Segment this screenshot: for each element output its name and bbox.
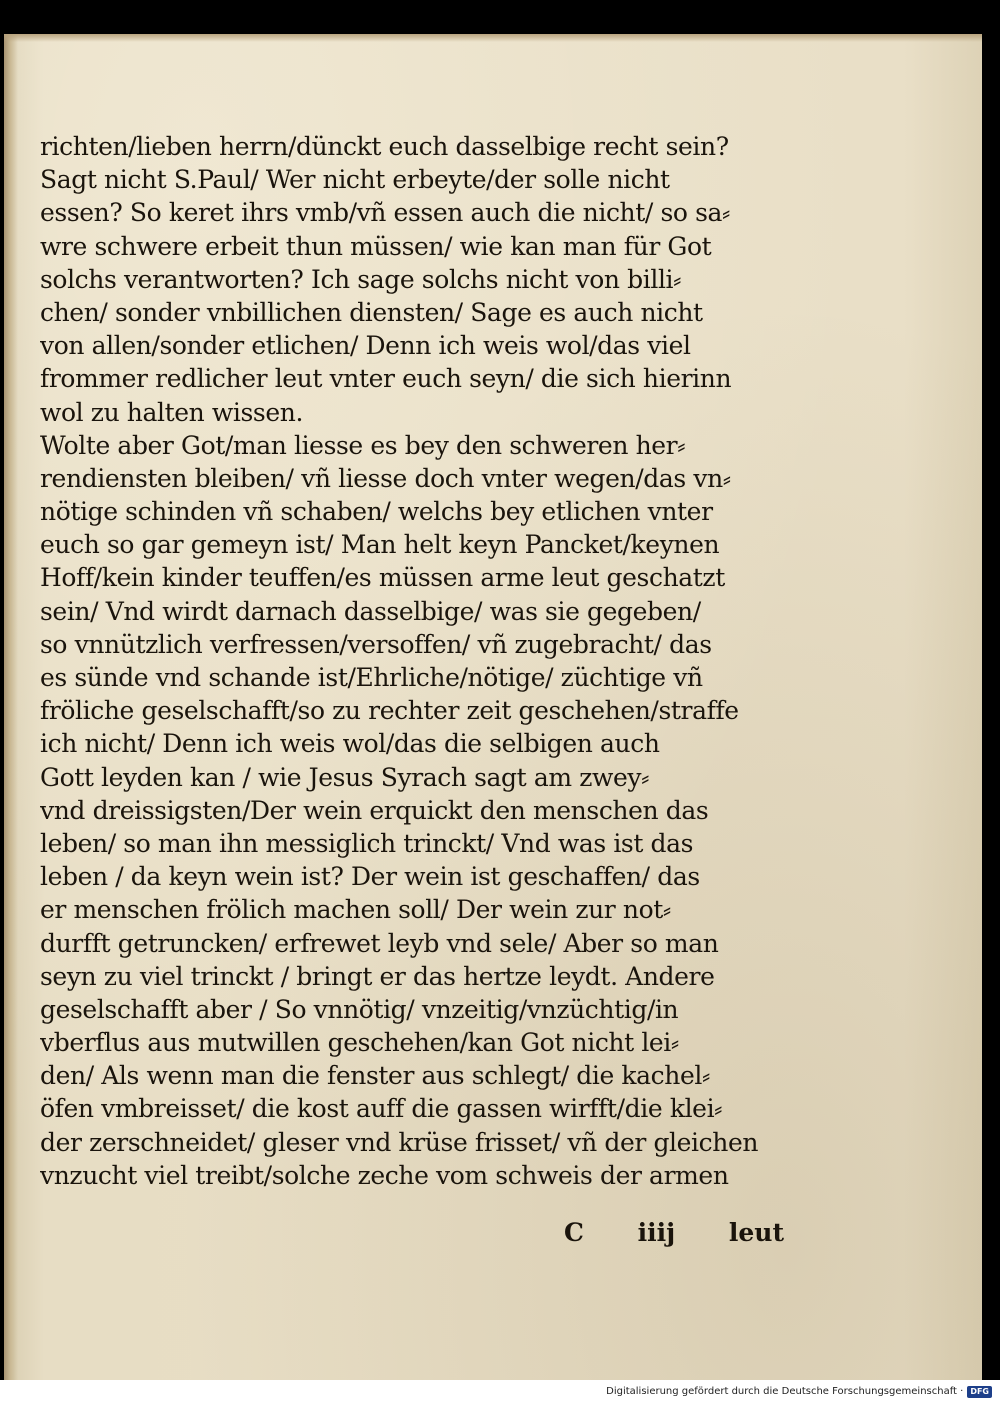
text-line: essen? So keret ihrs vmb/vñ essen auch die nicht/ so sa⸗ xyxy=(40,198,730,228)
digitization-footer xyxy=(0,1380,1000,1403)
leaf-number: iiij xyxy=(637,1217,676,1247)
text-line: wre schwere erbeit thun müssen/ wie kan man für Got xyxy=(40,231,712,261)
text-line: frommer redlicher leut vnter euch seyn/ die sich hierinn xyxy=(40,364,732,394)
signature-catchword-line xyxy=(564,1214,784,1250)
text-line: der zerschneidet/ gleser vnd krüse frisset/ vñ der gleichen xyxy=(40,1127,759,1157)
text-line: wol zu halten wissen. xyxy=(40,397,303,427)
text-line: leben/ so man ihn messiglich trinckt/ Vnd was ist das xyxy=(40,828,694,858)
text-line: er menschen frölich machen soll/ Der wein zur not⸗ xyxy=(40,895,671,925)
book-page xyxy=(4,34,982,1380)
text-line: fröliche geselschafft/so zu rechter zeit geschehen/straffe xyxy=(40,696,739,726)
text-line: Hoff/kein kinder teuffen/es müssen arme leut geschatzt xyxy=(40,563,725,593)
text-line: solchs verantworten? Ich sage solchs nicht von billi⸗ xyxy=(40,264,682,294)
text-line: nötige schinden vñ schaben/ welchs bey etlichen vnter xyxy=(40,497,713,527)
text-line: seyn zu viel trinckt / bringt er das hertze leydt. Andere xyxy=(40,961,715,991)
text-line: öfen vmbreisset/ die kost auff die gassen wirfft/die klei⸗ xyxy=(40,1094,723,1124)
text-line: Gott leyden kan / wie Jesus Syrach sagt am zwey⸗ xyxy=(40,762,650,792)
text-line: vnzucht viel treibt/solche zeche vom schweis der armen xyxy=(40,1160,729,1190)
text-line: durfft getruncken/ erfrewet leyb vnd sele/ Aber so man xyxy=(40,928,719,958)
text-line: Wolte aber Got/man liesse es bey den schweren her⸗ xyxy=(40,430,686,460)
catchword: leut xyxy=(728,1217,784,1247)
text-line: leben / da keyn wein ist? Der wein ist geschaffen/ das xyxy=(40,862,700,892)
text-line: geselschafft aber / So vnnötig/ vnzeitig/vnzüchtig/in xyxy=(40,994,679,1024)
text-line: richten/lieben herrn/dünckt euch dasselbige recht sein? xyxy=(40,132,729,161)
text-line: sein/ Vnd wirdt darnach dasselbige/ was sie gegeben/ xyxy=(40,596,701,626)
text-line: vnd dreissigsten/Der wein erquickt den menschen das xyxy=(40,795,709,825)
page-top-edge xyxy=(4,34,982,42)
signature-mark: C xyxy=(564,1217,584,1247)
text-line: rendiensten bleiben/ vñ liesse doch vnter wegen/das vn⸗ xyxy=(40,463,731,493)
page-text xyxy=(40,130,780,1192)
text-line: chen/ sonder vnbillichen diensten/ Sage es auch nicht xyxy=(40,297,703,327)
text-line: ich nicht/ Denn ich weis wol/das die selbigen auch xyxy=(40,729,660,759)
text-line: den/ Als wenn man die fenster aus schlegt/ die kachel⸗ xyxy=(40,1061,710,1091)
text-line: vberflus aus mutwillen geschehen/kan Got nicht lei⸗ xyxy=(40,1028,679,1058)
text-line: euch so gar gemeyn ist/ Man helt keyn Pancket/keynen xyxy=(40,530,720,560)
text-line: Sagt nicht S.Paul/ Wer nicht erbeyte/der solle nicht xyxy=(40,165,670,195)
dfg-logo-icon: DFG xyxy=(967,1386,992,1398)
text-line: von allen/sonder etlichen/ Denn ich weis wol/das viel xyxy=(40,331,691,361)
footer-credit: Digitalisierung gefördert durch die Deutsche Forschungsgemeinschaft · xyxy=(606,1386,964,1397)
text-line: es sünde vnd schande ist/Ehrliche/nötige/ züchtige vñ xyxy=(40,663,703,692)
page-spine-edge xyxy=(4,34,18,1380)
text-line: so vnnützlich verfressen/versoffen/ vñ zugebracht/ das xyxy=(40,629,712,659)
